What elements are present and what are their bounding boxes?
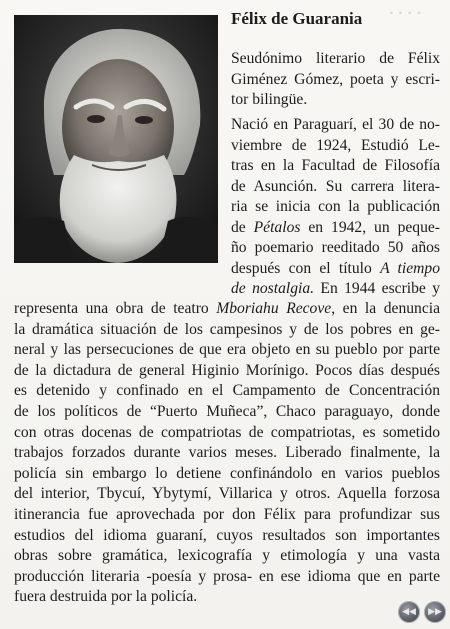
italic-title: Mboriahu Recove xyxy=(216,300,332,317)
prev-page-button[interactable] xyxy=(398,601,420,623)
text-line: de Pétalos en 1942, un peque- xyxy=(231,218,440,236)
portrait-photo xyxy=(14,15,218,263)
text-line: con otras docenas de compatriotas de compatriotas, es sometido xyxy=(14,423,440,441)
italic-title: A tiempo xyxy=(380,259,440,277)
text-line: fuera destruida por la policía. xyxy=(14,588,198,606)
text-line: de Asunción. Su carrera litera- xyxy=(231,177,440,195)
text-line: de nostalgia. En 1944 escribe y xyxy=(231,280,440,297)
text-line: representa una obra de teatro Mboriahu Recove, en la denuncia xyxy=(14,300,441,317)
text-line: después con el título A tiempo xyxy=(231,259,440,277)
next-page-button[interactable] xyxy=(424,601,446,623)
text-line: policía sin embargo lo detiene confinándolo en varios pueblos xyxy=(14,464,440,482)
portrait-illustration xyxy=(14,15,218,263)
text-line: es detenido y confinado en el Campamento de Concentración xyxy=(14,382,440,400)
text-line: de los políticos de “Puerto Muñeca”, Chaco paraguayo, donde xyxy=(14,403,440,420)
circle-prev-icon: ◀◀ xyxy=(402,606,416,617)
text-line: itinerancia fue aprovechada por don Félix para profundizar sus xyxy=(14,506,440,523)
italic-title: Pétalos xyxy=(253,218,301,236)
text-line: tras en la Facultad de Filosofía xyxy=(231,157,440,174)
text-line: la dramática situación de los campesinos y de los pobres en ge- xyxy=(14,320,440,338)
text-line: obras sobre gramática, lexicografía y etimología y una vasta xyxy=(14,547,440,565)
text-line: estudios del idioma guaraní, cuyos resultados son importantes xyxy=(14,526,440,544)
circle-next-icon: ▶▶ xyxy=(428,606,442,617)
italic-title: de nostalgia. xyxy=(231,280,315,297)
text-line: Seudónimo literario de Félix xyxy=(231,50,440,67)
text-line: ño poemario reeditado 50 años xyxy=(231,239,440,256)
text-line: del interior, Tbycuí, Ybytymí, Villarica y otros. Aquella forzosa xyxy=(14,485,440,503)
text-line: Giménez Gómez, poeta y escri- xyxy=(231,70,440,88)
text-line: neral y las persecuciones de que era objeto en su pueblo por parte xyxy=(14,341,440,359)
text-line: viembre de 1924, Estudió Le- xyxy=(231,136,440,154)
text-line: tor bilingüe. xyxy=(231,91,308,108)
text-line: trabajos forzados durante varios meses. Liberado finalmente, la xyxy=(14,444,440,462)
text-line: Nació en Paraguarí, el 30 de no- xyxy=(231,116,440,133)
watermark: • • • • xyxy=(389,6,422,20)
text-line: de la dictadura de general Higinio Morínigo. Pocos días después xyxy=(14,361,440,379)
article-title: Félix de Guarania xyxy=(231,9,363,28)
text-line: producción literaria -poesía y prosa- en ese idioma que en parte xyxy=(14,567,440,585)
text-line: ria se inicia con la publicación xyxy=(231,198,440,215)
